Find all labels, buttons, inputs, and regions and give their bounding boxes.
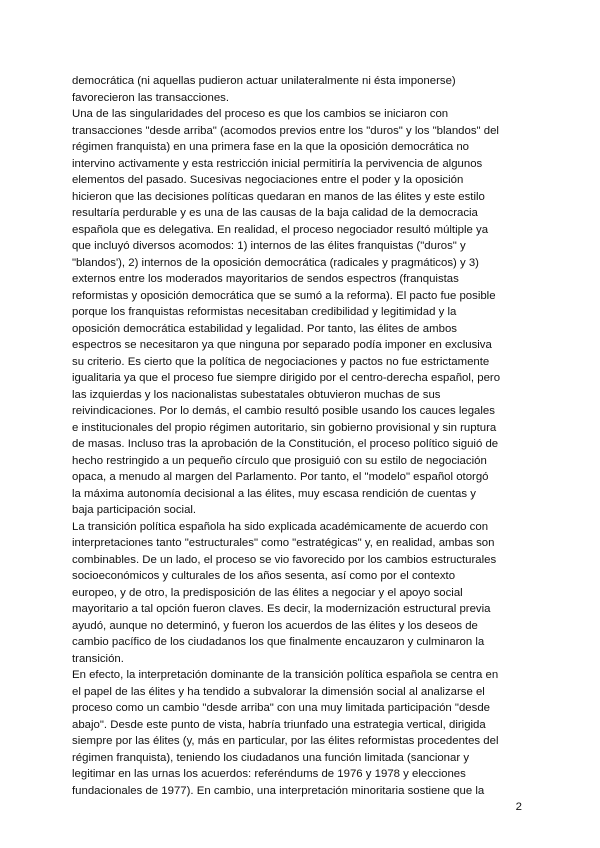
body-text [72, 73, 534, 799]
text-line: espectros se necesitaron ya que ninguna por separado podía imponer en exclusiva [72, 339, 492, 351]
text-line: interpretaciones tanto "estructurales" como "estratégicas" y, en realidad, ambas son [72, 537, 495, 549]
text-line: e institucionales del propio régimen autoritario, sin gobierno provisional y sin ruptura [72, 421, 497, 434]
text-line: oposición democrática estabilidad y legalidad. Por tanto, las élites de ambos [72, 322, 457, 335]
text-line: ayudó, aunque no determinó, y fueron los acuerdos de las élites y los deseos de [72, 619, 478, 632]
text-line: europeo, y de otro, la predisposición de las élites a negociar y el apoyo social [72, 586, 463, 599]
text-line: hecho restringido a un pequeño círculo que prosiguió con su estilo de negociación [72, 454, 487, 467]
text-line: porque los franquistas reformistas necesitaban credibilidad y legitimidad y la [72, 306, 457, 318]
text-line: transacciones "desde arriba" (acomodos previos entre los "duros" y los "blandos" del [72, 124, 499, 137]
text-line: fundacionales de 1977). En cambio, una interpretación minoritaria sostiene que la [72, 784, 485, 797]
text-line: de masas. Incluso tras la aprobación de la Constitución, el proceso político siguió de [72, 438, 499, 450]
text-line: régimen franquista) en una primera fase en la que la oposición democrática no [72, 141, 470, 153]
text-line: cambio pacífico de los ciudadanos los que finalmente encauzaron y culminaron la [72, 636, 485, 648]
page-number: 2 [515, 801, 522, 813]
text-line: combinables. De un lado, el proceso se vio favorecido por los cambios estructurales [72, 553, 497, 566]
text-line: española que es delegativa. En realidad, el proceso negociador resultó múltiple ya [72, 223, 489, 236]
text-line: democrática (ni aquellas pudieron actuar unilateralmente ni ésta imponerse) [72, 75, 456, 87]
text-line: socioeconómicos y culturales de los años sesenta, así como por el contexto [72, 570, 456, 582]
text-line: resultaría perdurable y es una de las causas de la baja calidad de la democracia [72, 207, 478, 219]
text-line: favorecieron las transacciones. [72, 91, 230, 104]
text-line: régimen franquista), teniendo los ciudadanos una función limitada (sancionar y [72, 751, 470, 764]
text-line: Una de las singularidades del proceso es que los cambios se iniciaron con [72, 108, 449, 120]
text-line: la máxima autonomía decisional a las élites, muy escasa rendición de cuentas y [72, 487, 476, 500]
text-line: el papel de las élites y ha tendido a subvalorar la dimensión social al analizarse el [72, 685, 485, 698]
text-line: igualitaria ya que el proceso fue siempre dirigido por el centro-derecha español, pero [72, 372, 501, 384]
text-line: siempre por las élites (y, más en particular, por las élites reformistas procedentes del [72, 735, 499, 747]
text-line: reivindicaciones. Por lo demás, el cambio resultó posible usando los cauces legales [72, 405, 495, 417]
text-line: abajo". Desde este punto de vista, habría triunfado una estrategia vertical, dirigida [72, 718, 486, 731]
text-line: que incluyó diversos acomodos: 1) internos de las élites franquistas ("duros" y [72, 240, 466, 252]
text-line: "blandos'), 2) internos de la oposición democrática (radicales y pragmáticos) y 3) [72, 256, 479, 269]
text-line: transición. [72, 652, 124, 665]
text-line: mayoritario a tal opción fueron claves. Es decir, la modernización estructural previa [72, 603, 491, 615]
text-line: La transición política española ha sido explicada académicamente de acuerdo con [72, 520, 489, 533]
text-line: reformistas y oposición democrática que se sumó a la reforma). El pacto fue posible [72, 289, 496, 302]
text-line: intervino activamente y esta restricción inicial permitiría la pervivencia de algunos [72, 157, 483, 170]
text-line: su criterio. Es cierto que la política de negociaciones y pactos no fue estrictamente [72, 355, 490, 368]
text-line: las izquierdas y los nacionalistas subestatales obtuvieron muchas de sus [72, 388, 441, 401]
text-line: hicieron que las decisiones políticas quedaran en manos de las élites y este estilo [72, 190, 485, 203]
text-line: En efecto, la interpretación dominante de la transición política española se centra en [72, 669, 499, 681]
text-line: legitimar en las urnas los acuerdos: referéndums de 1976 y 1978 y elecciones [72, 768, 466, 780]
text-line: elementos del pasado. Sucesivas negociaciones entre el poder y la oposición [72, 174, 464, 186]
text-line: externos entre los moderados mayoritarios de sendos espectros (franquistas [72, 273, 459, 285]
text-line: baja participación social. [72, 504, 197, 516]
text-line: opaca, a menudo al margen del Parlamento. Por tanto, el "modelo" español otorgó [72, 471, 489, 483]
text-line: proceso como un cambio "desde arriba" con una muy limitada participación "desde [72, 702, 490, 714]
